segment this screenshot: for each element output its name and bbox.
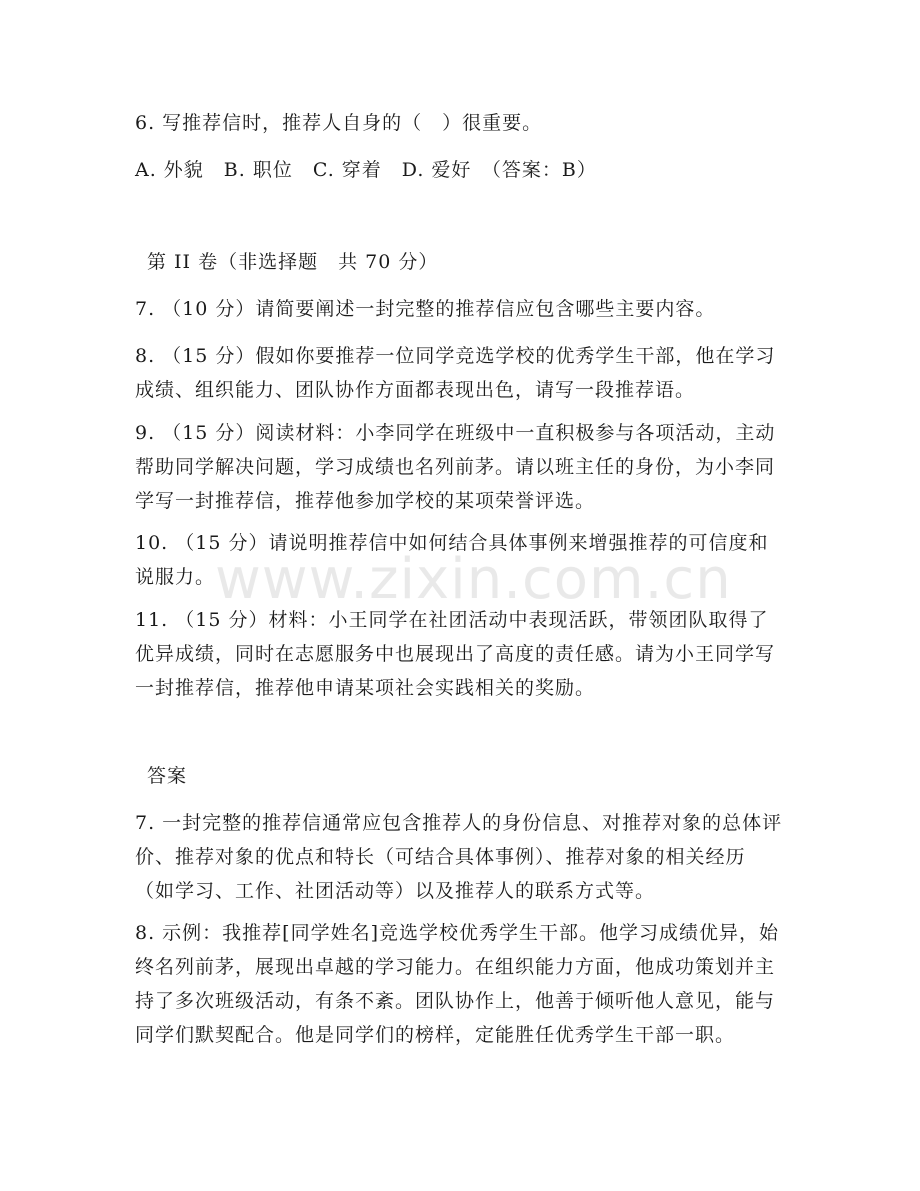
question-9: 9. （15 分）阅读材料：小李同学在班级中一直积极参与各项活动，主动帮助同学解决问题，学习成绩也名列前茅。请以班主任的身份，为小李同学写一封推荐信，推荐他参加学校的某项荣誉评选。 [135, 422, 776, 512]
question-6-options: A. 外貌 B. 职位 C. 穿着 D. 爱好 （答案：B） [135, 159, 597, 181]
question-10: 10. （15 分）请说明推荐信中如何结合具体事例来增强推荐的可信度和说服力。 [135, 532, 769, 588]
answer-8: 8. 示例：我推荐[同学姓名]竞选学校优秀学生干部。他学习成绩优异，始终名列前茅，展现出卓越的学习能力。在组织能力方面，他成功策划并主持了多次班级活动，有条不紊。团队协作上，他善于倾听他人意见，能与同学们默契配合。他是同学们的榜样，定能胜任优秀学生干部一职。 [135, 922, 779, 1046]
question-11: 11. （15 分）材料：小王同学在社团活动中表现活跃，带领团队取得了优异成绩，同时在志愿服务中也展现出了高度的责任感。请为小王同学写一封推荐信，推荐他申请某项社会实践相关的奖励。 [135, 609, 776, 699]
question-6-stem: 6. 写推荐信时，推荐人自身的（ ）很重要。 [135, 112, 543, 134]
question-7: 7. （10 分）请简要阐述一封完整的推荐信应包含哪些主要内容。 [135, 298, 716, 320]
section-2-title: 第 II 卷（非选择题 共 70 分） [147, 251, 439, 273]
answers-title: 答案 [147, 765, 188, 787]
watermark: www.zixin.com.cn [215, 547, 732, 612]
answer-7: 7. 一封完整的推荐信通常应包含推荐人的身份信息、对推荐对象的总体评价、推荐对象的优点和特长（可结合具体事例）、推荐对象的相关经历（如学习、工作、社团活动等）以及推荐人的联系方式等。 [135, 812, 783, 902]
question-8: 8. （15 分）假如你要推荐一位同学竞选学校的优秀学生干部，他在学习成绩、组织能力、团队协作方面都表现出色，请写一段推荐语。 [135, 345, 776, 401]
